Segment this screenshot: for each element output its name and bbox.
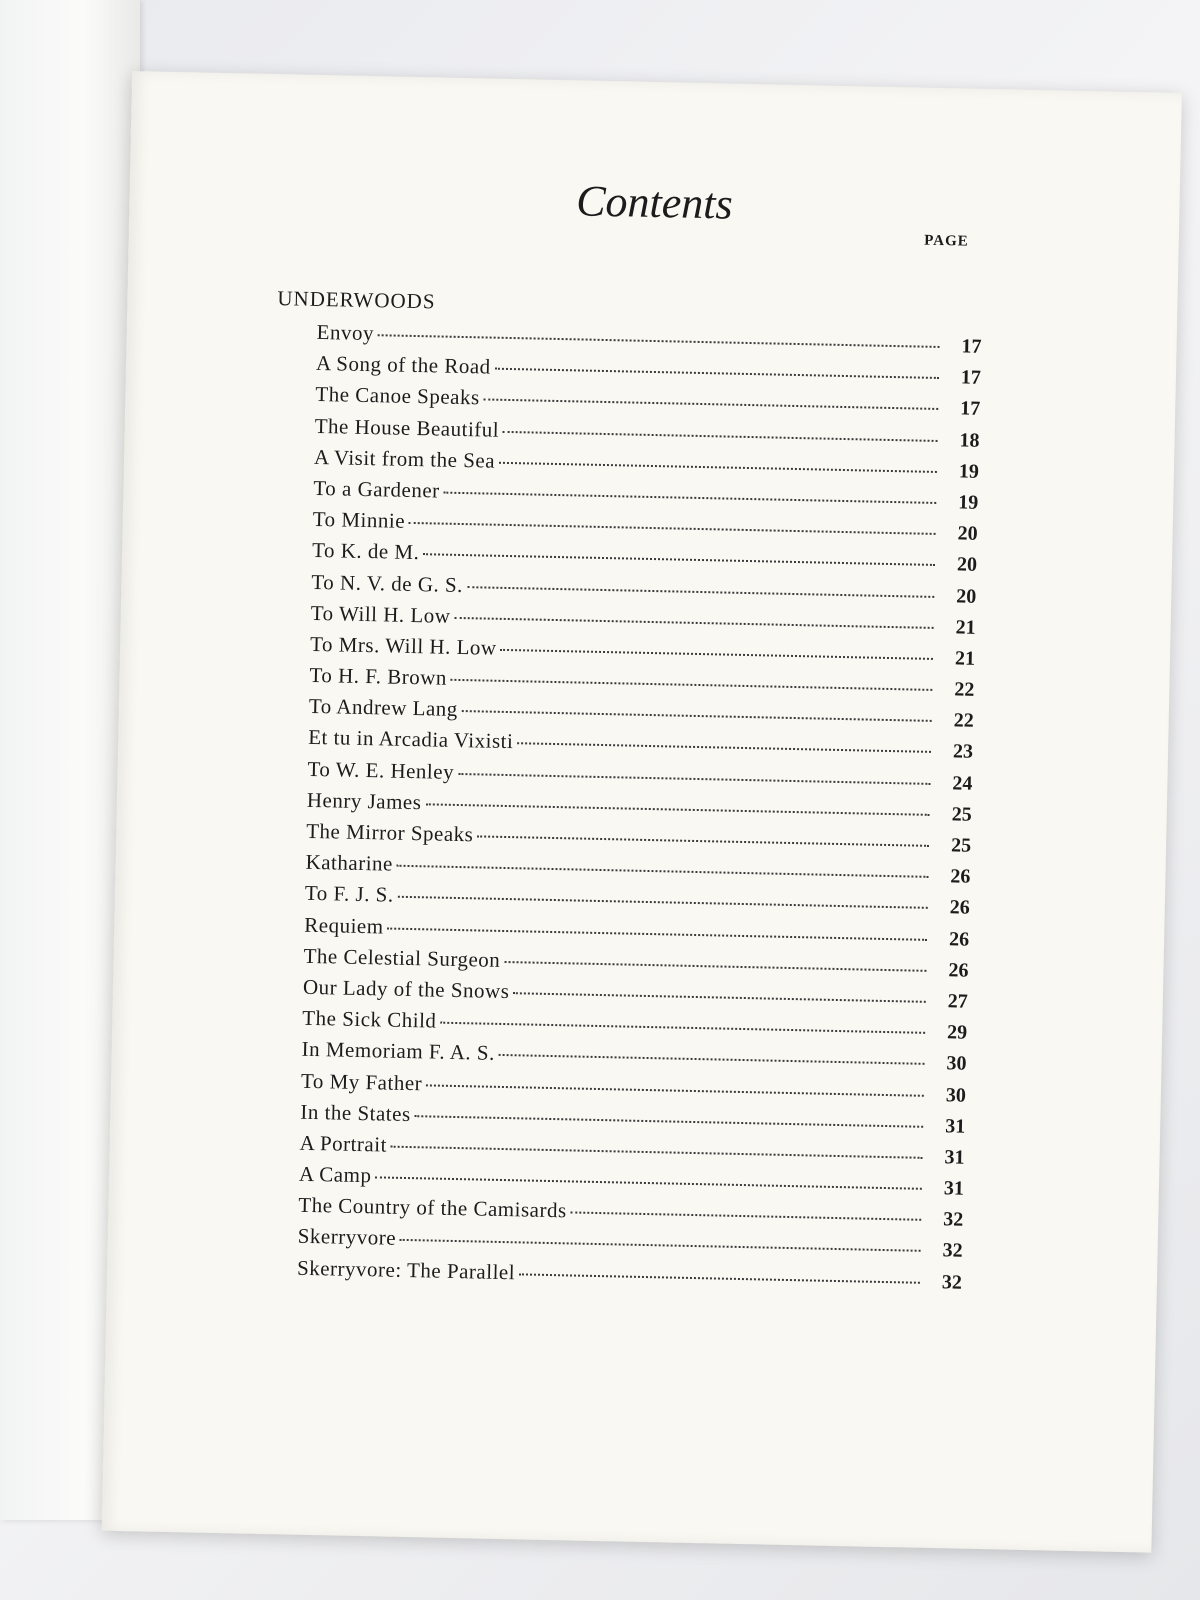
toc-entry-title: Requiem <box>304 912 384 939</box>
toc-entry-title: A Visit from the Sea <box>313 444 496 473</box>
toc-entry-page: 32 <box>941 1270 963 1294</box>
toc-entry-page: 19 <box>958 460 980 483</box>
page-title: Contents <box>575 176 734 229</box>
toc-entry-page: 19 <box>958 491 979 514</box>
toc-entry-page: 23 <box>952 740 974 764</box>
toc-entry-page: 17 <box>960 366 982 390</box>
dot-leader <box>499 1054 925 1065</box>
dot-leader <box>499 462 937 473</box>
dot-leader <box>519 1273 920 1283</box>
toc-entry-page: 17 <box>961 335 982 358</box>
toc-entry-page: 22 <box>953 709 974 733</box>
dot-leader <box>477 835 929 846</box>
dot-leader <box>517 743 931 754</box>
toc-entry-page: 27 <box>947 990 969 1013</box>
toc-entry-title: To F. J. S. <box>304 881 394 908</box>
toc-entry-page: 31 <box>944 1146 965 1169</box>
toc-entry-title: A Portrait <box>299 1130 388 1157</box>
dot-leader <box>467 586 934 598</box>
toc-entry-title: The House Beautiful <box>314 413 500 442</box>
toc-entry-page: 20 <box>956 553 978 577</box>
dot-leader <box>440 1022 925 1034</box>
toc-entry-title: To N. V. de G. S. <box>311 569 464 597</box>
toc-entry-page: 25 <box>951 803 972 826</box>
dot-leader <box>444 492 937 504</box>
toc-entry-page: 17 <box>959 397 981 421</box>
dot-leader <box>462 710 932 722</box>
toc-entry-page: 32 <box>943 1208 964 1231</box>
toc-entry-title: To My Father <box>300 1068 423 1095</box>
toc-entry-title: To K. de M. <box>311 538 420 565</box>
dot-leader <box>400 1239 921 1252</box>
toc-entry-page: 25 <box>950 834 972 857</box>
dot-leader <box>391 1146 923 1159</box>
toc-entry-title: Katharine <box>305 850 394 876</box>
toc-entry-title: To Andrew Lang <box>308 694 459 722</box>
toc-entry-page: 20 <box>956 584 977 608</box>
toc-entry-title: The Sick Child <box>302 1005 437 1033</box>
toc-entry-page: 26 <box>948 959 969 982</box>
toc-entry-title: A Camp <box>298 1161 372 1188</box>
dot-leader <box>425 803 929 816</box>
toc-entry-title: Skerryvore: The Parallel <box>296 1255 516 1284</box>
dot-leader <box>415 1115 924 1128</box>
toc-entry-title: To W. E. Henley <box>307 756 455 784</box>
dot-leader <box>458 773 930 785</box>
dot-leader <box>495 368 939 379</box>
toc-entry-title: The Mirror Speaks <box>305 818 474 847</box>
toc-entry-title: Henry James <box>306 787 422 815</box>
toc-entry-title: Envoy <box>316 319 375 346</box>
toc-entry-title: The Canoe Speaks <box>315 382 480 410</box>
dot-leader <box>504 961 926 972</box>
toc-entry-title: In Memoriam F. A. S. <box>301 1037 496 1066</box>
section-heading: UNDERWOODS <box>277 286 436 314</box>
toc-entry-page: 22 <box>954 678 975 701</box>
toc-entry-title: Our Lady of the Snows <box>302 974 510 1004</box>
dot-leader <box>451 679 932 691</box>
toc-entry-page: 26 <box>950 865 971 888</box>
toc-entry-title: Skerryvore <box>297 1224 397 1251</box>
toc-entry-page: 26 <box>948 927 970 951</box>
dot-leader <box>398 896 928 909</box>
toc-entry-title: To H. F. Brown <box>309 662 448 690</box>
toc-entry-title: To a Gardener <box>313 475 440 503</box>
toc-entry-title: To Minnie <box>312 507 406 533</box>
toc-entry-page: 32 <box>942 1239 963 1263</box>
dot-leader <box>501 649 933 660</box>
toc-entry-title: To Will H. Low <box>310 600 451 628</box>
toc-entry-page: 29 <box>946 1021 968 1044</box>
toc-entry-page: 21 <box>955 616 976 639</box>
toc-entry-page: 26 <box>949 896 970 920</box>
toc-entry-page: 31 <box>944 1114 966 1138</box>
toc-entry-title: The Celestial Surgeon <box>303 943 501 972</box>
toc-entry-title: To Mrs. Will H. Low <box>309 631 497 660</box>
dot-leader <box>423 554 935 567</box>
book-page <box>102 71 1182 1553</box>
dot-leader <box>397 865 929 878</box>
dot-leader <box>503 430 937 441</box>
dot-leader <box>378 334 940 348</box>
dot-leader <box>513 992 925 1003</box>
page-column-label: PAGE <box>924 232 969 250</box>
toc-entry-page: 30 <box>946 1052 967 1076</box>
dot-leader <box>409 522 936 535</box>
toc-entry-page: 18 <box>959 428 980 452</box>
dot-leader <box>388 927 928 940</box>
dot-leader <box>426 1084 924 1096</box>
toc-list <box>297 320 982 1301</box>
toc-entry-title: A Song of the Road <box>315 351 491 379</box>
toc-entry-title: Et tu in Arcadia Vixisti <box>307 725 514 754</box>
toc-entry-title: In the States <box>300 1099 411 1126</box>
toc-entry-title: The Country of the Camisards <box>298 1192 567 1223</box>
toc-entry-page: 24 <box>952 771 973 795</box>
toc-entry-page: 20 <box>957 522 978 545</box>
dot-leader <box>375 1176 922 1189</box>
toc-entry-page: 21 <box>954 647 976 670</box>
dot-leader <box>484 399 939 411</box>
toc-entry-page: 30 <box>945 1083 967 1107</box>
dot-leader <box>571 1212 922 1221</box>
dot-leader <box>454 617 933 629</box>
toc-entry-page: 31 <box>943 1177 965 1200</box>
